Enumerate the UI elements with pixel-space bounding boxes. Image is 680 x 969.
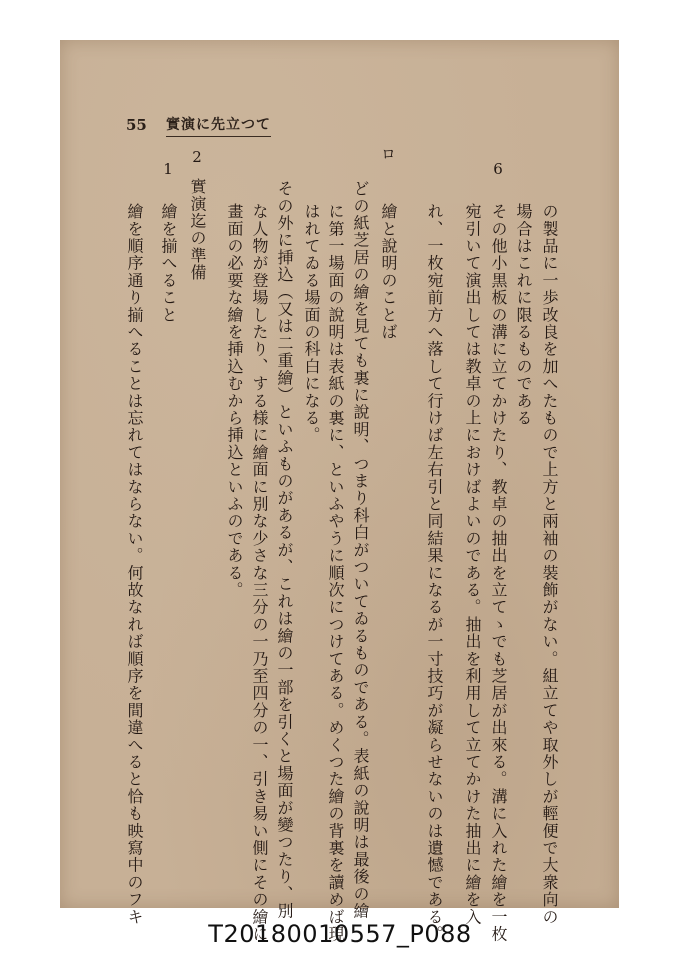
section-heading: 實演迄の準備	[188, 178, 207, 282]
item-number: 2	[188, 148, 206, 168]
text-column: 宛引いて演出しては教卓の上におけばよいのである。抽出を利用して立てかけた抽出に繪を入	[463, 203, 482, 926]
item-number: 6	[489, 160, 507, 180]
text-column: 場合はこれに限るものである	[514, 203, 533, 427]
text-column: な人物が登場したり、する様に繪面に別な少さな三分の一乃至四分の一、引き易い側にその繪に	[250, 203, 269, 943]
text-column: はれてゐる場面の科白になる。	[302, 203, 321, 444]
page-number: 55	[126, 116, 147, 134]
text-column: どの紙芝居の繪を見ても裏に說明、つまり科白がついてゐるものである。表紙の說明は最後の繪	[351, 180, 370, 920]
text-column: その外に挿込（又は二重繪）といふものがあるが、これは繪の一部を引くと場面が變つたり、別	[275, 180, 294, 920]
text-column: その他小黒板の溝に立てかけたり、教卓の抽出を立てゝでも芝居が出來る。溝に入れた繪を一枚	[489, 203, 508, 943]
text-column: 繪を順序通り揃へることは忘れてはならない。何故なれば順序を間違へると恰も映寫中のフキ	[125, 203, 144, 926]
image-id-caption: T20180010557_P088	[208, 920, 472, 948]
section-marker: ロ	[379, 146, 397, 163]
section-heading: 繪と說明のことば	[379, 203, 398, 341]
item-number: 1	[159, 160, 177, 180]
text-column: れ、一枚宛前方へ落して行けば左右引と同結果になるが一寸技巧が凝らせないのは遺憾である。	[425, 203, 444, 943]
running-head: 實演に先立つて	[166, 114, 271, 137]
text-column: の製品に一歩改良を加へたもので上方と兩袖の裝飾がない。組立てや取外しが輕便で大衆向の	[540, 203, 559, 926]
subsection-heading: 繪を揃へること	[159, 203, 178, 324]
text-column: に第一場面の說明は表紙の裏に、といふやうに順次につけてある。めくつた繪の背裏を讀めば現	[326, 203, 345, 943]
text-column: 畫面の必要な繪を挿込むから挿込といふのである。	[225, 203, 244, 599]
